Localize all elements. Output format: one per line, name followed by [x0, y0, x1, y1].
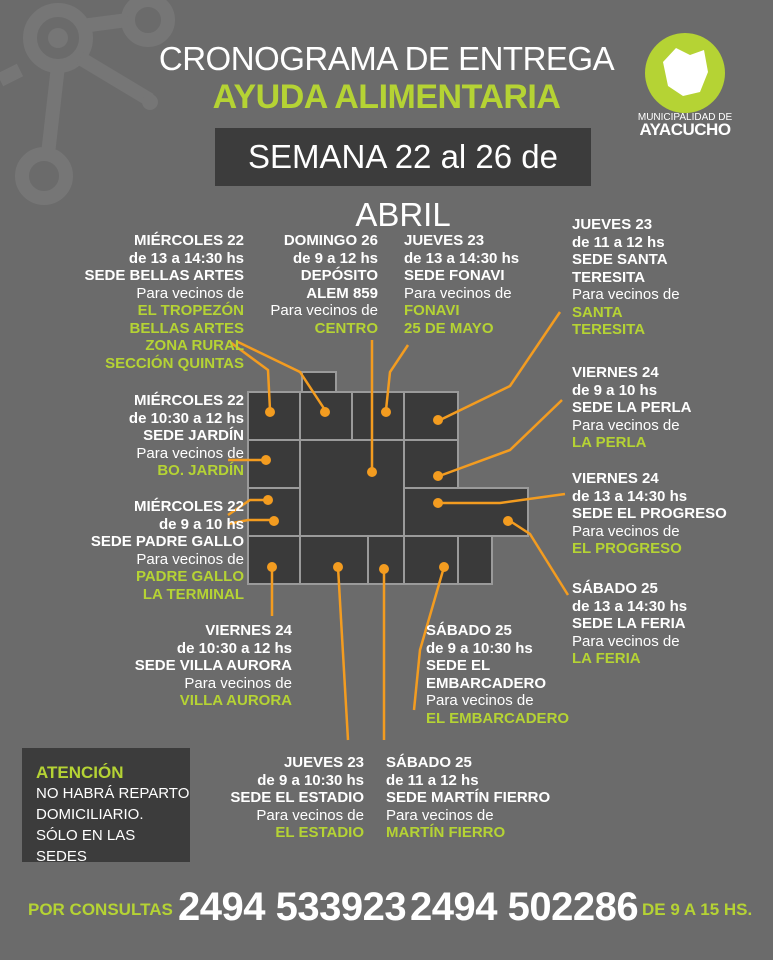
para: Para vecinos de	[572, 286, 680, 303]
day: MIÉRCOLES 22	[133, 498, 244, 515]
para: Para vecinos de	[136, 284, 244, 302]
barrio: EL EMBARCADERO	[426, 709, 570, 727]
sede: SEDE FONAVI	[404, 267, 505, 284]
barrio: EL ESTADIO	[275, 824, 364, 841]
logo-line2: AYACUCHO	[639, 120, 731, 139]
time: de 11 a 12 hs	[386, 771, 479, 789]
time: de 13 a 14:30 hs	[572, 597, 688, 615]
phone-number-2[interactable]: 2494 502286	[410, 885, 639, 929]
para: Para vecinos de	[256, 806, 364, 824]
barrio: SECCIÓN QUINTAS	[105, 354, 244, 372]
sede: SEDE LA PERLA	[572, 399, 692, 416]
sede-line2: TERESITA	[572, 268, 646, 286]
page-title	[0, 40, 773, 117]
atencion-box	[22, 748, 190, 865]
sede-embarcadero	[426, 622, 596, 727]
time: de 13 a 14:30 hs	[404, 249, 520, 267]
logo-line1: MUNICIPALIDAD DE	[637, 112, 733, 123]
barrio: LA FERIA	[572, 650, 641, 667]
para: Para vecinos de	[572, 522, 680, 540]
sede-line2: EMBARCADERO	[426, 674, 546, 692]
sede: DEPÓSITO	[300, 267, 378, 284]
phone-number-1[interactable]: 2494 533923	[178, 885, 407, 929]
para: Para vecinos de	[136, 444, 244, 462]
atencion-title: ATENCIÓN	[36, 763, 124, 782]
time: de 11 a 12 hs	[572, 233, 665, 251]
day: VIERNES 24	[572, 364, 659, 381]
atencion-line: SÓLO EN LAS SEDES	[36, 827, 136, 865]
time: de 10:30 a 12 hs	[128, 409, 244, 427]
sede: SEDE SANTA	[572, 251, 668, 268]
sede-jardin	[20, 392, 244, 480]
day: JUEVES 23	[404, 232, 485, 249]
sede: SEDE MARTÍN FIERRO	[386, 789, 551, 806]
day: SÁBADO 25	[426, 622, 512, 639]
barrio: EL TROPEZÓN	[137, 302, 244, 319]
day: MIÉRCOLES 22	[133, 232, 244, 249]
para: Para vecinos de	[572, 632, 680, 650]
sede-padre-gallo	[20, 498, 244, 603]
para: Para vecinos de	[136, 550, 244, 568]
barrio: ZONA RURAL	[145, 337, 244, 354]
sede: SEDE PADRE GALLO	[90, 533, 244, 550]
title-line1: CRONOGRAMA DE ENTREGA	[158, 40, 615, 77]
sede-deposito	[240, 232, 378, 337]
barrio: FONAVI	[404, 302, 460, 319]
sede: SEDE JARDÍN	[143, 427, 244, 444]
sede-la-perla	[572, 364, 752, 452]
barrio: LA TERMINAL	[142, 585, 244, 603]
time: de 9 a 12 hs	[292, 249, 378, 267]
day: MIÉRCOLES 22	[133, 392, 244, 409]
day: JUEVES 23	[572, 216, 653, 233]
barrio: BELLAS ARTES	[129, 319, 244, 337]
time: de 10:30 a 12 hs	[176, 639, 292, 657]
time: de 9 a 10 hs	[572, 381, 658, 399]
time: de 9 a 10:30 hs	[426, 639, 533, 657]
sede-estadio	[200, 754, 364, 842]
atencion-line: DOMICILIARIO.	[36, 806, 144, 823]
sede: SEDE VILLA AURORA	[134, 657, 292, 674]
sede-martin-fierro	[386, 754, 572, 842]
consultas-label: POR CONSULTAS	[28, 900, 173, 919]
para: Para vecinos de	[404, 284, 512, 302]
barrio: PADRE GALLO	[135, 568, 244, 585]
barrio: 25 DE MAYO	[404, 319, 494, 337]
barrio: MARTÍN FIERRO	[386, 824, 506, 841]
sede-la-feria	[572, 580, 752, 668]
atencion-line: NO HABRÁ REPARTO	[36, 785, 190, 802]
para: Para vecinos de	[270, 302, 378, 319]
time: de 13 a 14:30 hs	[128, 249, 244, 267]
para: Para vecinos de	[426, 692, 534, 709]
para: Para vecinos de	[572, 416, 680, 434]
sede: SEDE LA FERIA	[572, 615, 686, 632]
para: Para vecinos de	[184, 674, 292, 692]
day: DOMINGO 26	[283, 232, 378, 249]
sede-santa-teresita	[572, 216, 752, 339]
barrio: BO. JARDÍN	[157, 462, 244, 479]
barrio: TERESITA	[572, 321, 646, 338]
week-banner: SEMANA 22 al 26 de ABRIL	[215, 128, 591, 186]
barrio: CENTRO	[314, 319, 378, 337]
barrio: EL PROGRESO	[572, 540, 682, 557]
logo-text	[625, 112, 745, 139]
barrio: VILLA AURORA	[179, 692, 292, 709]
sede-fonavi	[404, 232, 554, 337]
city-blocks-map	[248, 372, 528, 584]
day: JUEVES 23	[283, 754, 364, 771]
sede: SEDE EL	[426, 657, 491, 674]
day: VIERNES 24	[205, 622, 292, 639]
sede-address: ALEM 859	[306, 284, 378, 302]
day: SÁBADO 25	[572, 580, 658, 597]
day: VIERNES 24	[572, 470, 659, 487]
title-line2: AYUDA ALIMENTARIA	[212, 78, 561, 116]
time: de 13 a 14:30 hs	[572, 487, 688, 505]
time: de 9 a 10 hs	[158, 515, 244, 533]
sede: SEDE BELLAS ARTES	[84, 267, 244, 284]
barrio: LA PERLA	[572, 434, 647, 451]
sede: SEDE EL ESTADIO	[230, 789, 364, 806]
day: SÁBADO 25	[386, 754, 472, 771]
time: de 9 a 10:30 hs	[257, 771, 364, 789]
sede: SEDE EL PROGRESO	[572, 505, 727, 522]
sede-bellas-artes	[20, 232, 244, 372]
sede-el-progreso	[572, 470, 762, 558]
hours-label: DE 9 A 15 HS.	[642, 900, 753, 919]
barrio: SANTA	[572, 303, 623, 321]
sede-villa-aurora	[90, 622, 292, 710]
para: Para vecinos de	[386, 806, 494, 824]
